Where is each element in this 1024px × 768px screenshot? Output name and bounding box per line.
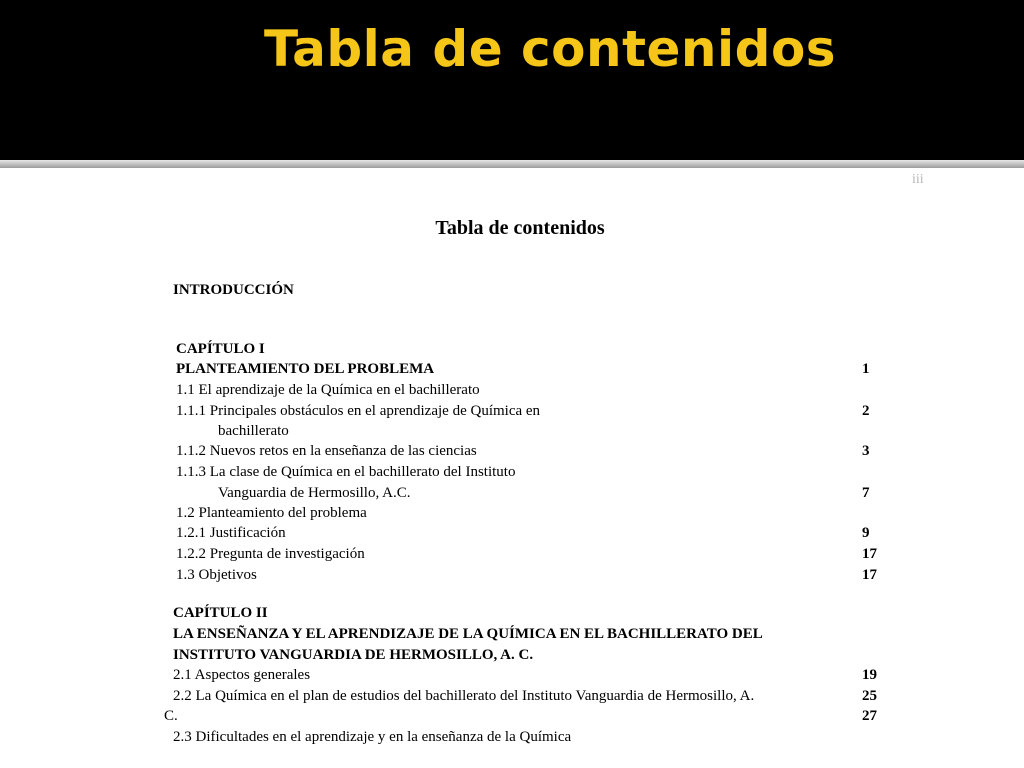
title-banner [0, 0, 1024, 160]
toc-entry: 1.1.3 La clase de Química en el bachillerato del Instituto [176, 464, 516, 480]
toc-entry: 1.3 Objetivos [176, 567, 257, 583]
toc-page-number: 7 [862, 485, 870, 501]
toc-entry: 1.1.1 Principales obstáculos en el aprendizaje de Química en [176, 403, 541, 419]
toc-entry: 1.1 El aprendizaje de la Química en el bachillerato [176, 382, 480, 398]
toc-introduction: INTRODUCCIÓN [173, 282, 294, 298]
chapter-2-label: CAPÍTULO II [173, 605, 268, 621]
toc-page-number: 27 [862, 708, 877, 724]
chapter-1-label: CAPÍTULO I [176, 341, 265, 357]
toc-page-number: 2 [862, 403, 870, 419]
toc-entry: 1.2 Planteamiento del problema [176, 505, 367, 521]
toc-page-number: 25 [862, 688, 877, 704]
document-title: Tabla de contenidos [435, 217, 605, 239]
slide-title: Tabla de contenidos [263, 20, 837, 78]
toc-page-number: 1 [862, 361, 870, 377]
toc-entry: 2.1 Aspectos generales [173, 667, 311, 683]
toc-page-number: 19 [862, 667, 877, 683]
toc-entry: 2.3 Dificultades en el aprendizaje y en la enseñanza de la Química [173, 729, 572, 745]
toc-entry-continuation: bachillerato [218, 423, 289, 439]
toc-page-number: 17 [862, 567, 877, 583]
toc-page-number: 3 [862, 443, 870, 459]
toc-page-number: 17 [862, 546, 877, 562]
chapter-1-heading: PLANTEAMIENTO DEL PROBLEMA [176, 361, 435, 377]
toc-entry-continuation: Vanguardia de Hermosillo, A.C. [218, 485, 411, 501]
toc-entry: 1.2.1 Justificación [176, 525, 286, 541]
chapter-2-heading-continuation: INSTITUTO VANGUARDIA DE HERMOSILLO, A. C. [173, 647, 534, 663]
toc-entry-continuation: C. [164, 708, 178, 724]
toc-entry: 2.2 La Química en el plan de estudios del bachillerato del Instituto Vanguardia de Hermosillo, A. [173, 688, 755, 704]
page-number: iii [912, 172, 924, 187]
chapter-2-heading: LA ENSEÑANZA Y EL APRENDIZAJE DE LA QUÍMICA EN EL BACHILLERATO DEL [173, 626, 763, 642]
toc-entry: 1.1.2 Nuevos retos en la enseñanza de las ciencias [176, 443, 477, 459]
toc-entry: 1.2.2 Pregunta de investigación [176, 546, 365, 562]
banner-divider [0, 160, 1024, 168]
toc-page-number: 9 [862, 525, 870, 541]
